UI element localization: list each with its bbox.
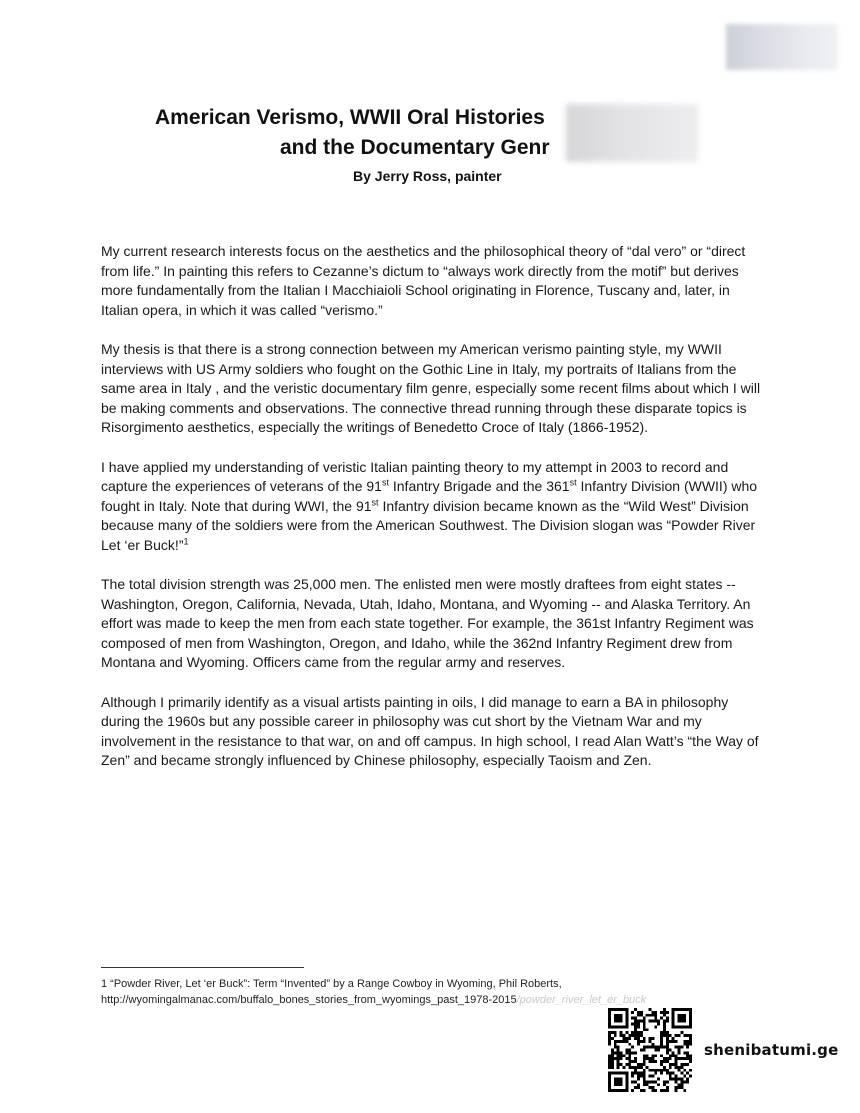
paragraph-text: My thesis is that there is a strong connection between my American verismo painting style, my WWII interviews with US Army soldiers who fought on the Gothic Line in Italy, my portraits of Italians from the same area in Italy , and the veristic documentary film genre, especially some recent films about which I will be making comments and observations. The connective thread running through these disparate topics is Risorgimento aesthetics, especially the writings of Benedetto Croce of Italy (1866-1952).: [101, 341, 761, 435]
superscript: st: [569, 477, 577, 488]
superscript: 1: [183, 535, 189, 546]
redaction-blur-title: [566, 104, 698, 162]
byline: By Jerry Ross, painter: [353, 168, 502, 184]
footnote-text: 1 “Powder River, Let ‘er Buck”: Term “Invented” by a Range Cowboy in Wyoming, Phil Roberts,: [101, 978, 562, 990]
body-text: [101, 242, 761, 791]
body-paragraph: [101, 693, 761, 771]
body-paragraph: [101, 340, 761, 438]
paragraph-text: The total division strength was 25,000 men. The enlisted men were mostly draftees from eight states -- Washington, Oregon, California, Nevada, Utah, Idaho, Montana, and Wyoming -- and Alaska Territory. An effort was made to keep the men from each state together. For example, the 361st Infantry Regiment was composed of men from Washington, Oregon, and Idaho, while the 362nd Infantry Regiment drew from Montana and Wyoming. Officers came from the regular army and reserves.: [101, 576, 754, 670]
redaction-blur-top: [726, 24, 838, 70]
title-line-1: American Verismo, WWII Oral Histories: [155, 106, 545, 129]
body-paragraph: [101, 242, 761, 320]
paragraph-text: Infantry Division (WWII) who fought in Italy. Note that during WWI, the 91: [101, 478, 758, 514]
body-paragraph: [101, 575, 761, 673]
superscript: st: [371, 496, 379, 507]
document-title: [140, 103, 620, 163]
watermark-brand: shenibatumi.ge: [704, 1041, 839, 1059]
paragraph-text: Infantry division became known as the “Wild West” Division because many of the soldiers were from the American Southwest. The Division slogan was “Powder River Let ‘er Buck!”: [101, 497, 756, 553]
footnote-divider: [101, 967, 304, 968]
footnote-url[interactable]: http://wyomingalmanac.com/buffalo_bones_stories_from_wyomings_past_1978-2015: [101, 994, 517, 1006]
title-line-2: and the Documentary Genr: [280, 136, 550, 159]
paragraph-text: Infantry Brigade and the 361: [388, 478, 570, 494]
superscript: st: [381, 477, 389, 488]
body-paragraph: [101, 458, 761, 556]
paragraph-text: My current research interests focus on the aesthetics and the philosophical theory of “dal vero” or “direct from life.” In painting this refers to Cezanne’s dictum to “always work directly from the motif” but derives more fundamentally from the Italian I Macchiaioli School originating in Florence, Tuscany and, later, in Italian opera, in which it was called “verismo.”: [101, 243, 746, 318]
footnote: [101, 976, 761, 1008]
footnote-url-faded: /powder_river_let_er_buck: [516, 994, 647, 1006]
paragraph-text: I have applied my understanding of veristic Italian painting theory to my attempt in 2003 to record and capture the experiences of veterans of the 91: [101, 458, 729, 494]
qr-code-icon: [608, 1008, 692, 1092]
paragraph-text: Although I primarily identify as a visual artists painting in oils, I did manage to earn a BA in philosophy during the 1960s but any possible career in philosophy was cut short by the Vietnam War and my involvement in the resistance to that war, on and off campus. In high school, I read Alan Watt’s “the Way of Zen” and became strongly influenced by Chinese philosophy, especially Taoism and Zen.: [101, 693, 759, 768]
